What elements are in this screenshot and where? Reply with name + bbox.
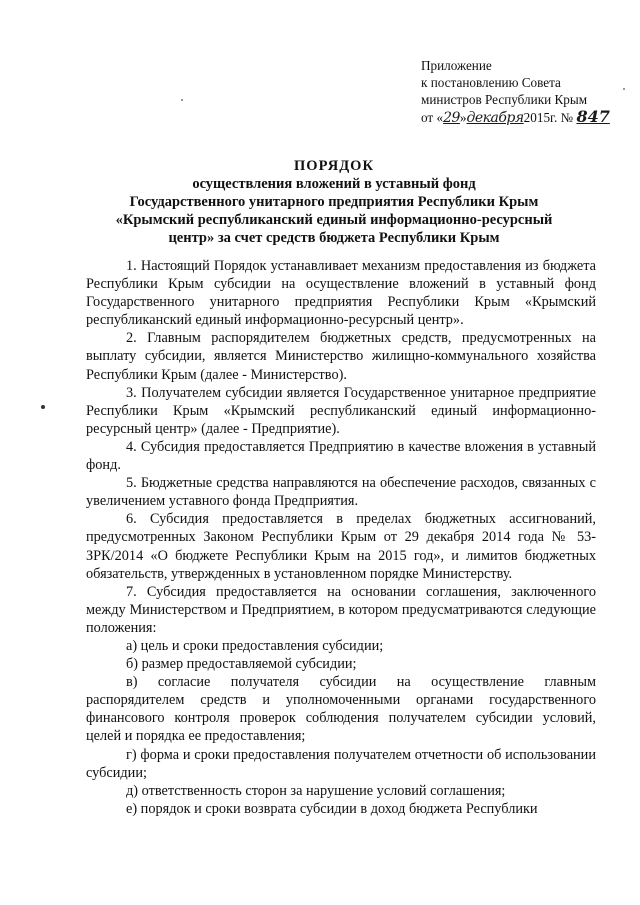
paragraph: 2. Главным распорядителем бюджетных средств, предусмотренных на выплату субсидии, является Министерство жилищно-коммунального хозяйства Республики Крым (далее - Министерство). [86,330,596,383]
paragraph: 4. Субсидия предоставляется Предприятию в качестве вложения в уставный фонд. [86,438,596,474]
paragraph: 5. Бюджетные средства направляются на обеспечение расходов, связанных с увеличением уставного фонда Предприятия. [86,475,596,510]
title-line-1: ПОРЯДОК [294,158,374,174]
date-separator: » [459,110,467,125]
list-item: г) форма и сроки предоставления получателем отчетности об использовании субсидии; [86,746,596,781]
list-item: е) порядок и сроки возврата субсидии в доход бюджета Республики [126,800,538,817]
appendix-line-3: министров Республики Крым [421,92,588,107]
document-body [86,257,596,818]
date-prefix: от « [421,110,444,125]
title-line-3: Государственного унитарного предприятия Республики Крым [129,194,539,210]
title-line-5: центр» за счет средств бюджета Республики Крым [168,230,500,246]
title-line-2: осуществления вложений в уставный фонд [192,176,476,192]
paragraph: 1. Настоящий Порядок устанавливает механизм предоставления из бюджета Республики Крым субсидии на осуществление вложений в уставный фонд Государственного унитарного предприятия Республики Крым «Крымский республиканский единый информационно-ресурсный центр». [86,258,596,329]
title-line-4: «Крымский республиканский единый информационно-ресурсный [115,212,553,228]
date-year: 2015г. № [523,110,574,125]
appendix-line-2: к постановлению Совета [421,75,561,90]
handwritten-number: 847 [576,107,610,126]
list-item: в) согласие получателя субсидии на осуществление главным распорядителем средств и уполномоченными органами государственного финансового контроля проверок соблюдения получателем субсидии условий, целей и порядка ее предоставления; [86,674,596,745]
paragraph: 3. Получателем субсидии является Государственное унитарное предприятие Республики Крым «Крымский республиканский единый информационно-ресурсный центр» (далее - Предприятие). [86,384,596,437]
scan-speck [623,88,625,90]
paragraph: 7. Субсидия предоставляется на основании соглашения, заключенного между Министерством и Предприятием, в котором предусматриваются следующие положения: [86,583,596,636]
margin-mark [41,405,45,409]
list-item: д) ответственность сторон за нарушение условий соглашения; [126,782,506,799]
scan-speck [181,99,183,101]
document-title [86,157,582,247]
handwritten-day: 29 [443,110,460,126]
list-item: б) размер предоставляемой субсидии; [126,656,357,673]
list-item: а) цель и сроки предоставления субсидии; [126,637,384,654]
appendix-block [421,57,621,127]
appendix-date-line [421,108,621,127]
paragraph: 6. Субсидия предоставляется в пределах бюджетных ассигнований, предусмотренных Законом Республики Крым от 29 декабря 2014 года № 53-ЗРК/2014 «О бюджете Республики Крым на 2015 год», и лимитов бюджетных обязательств, утвержденных в установленном порядке Министерству. [86,511,596,582]
handwritten-month: декабря [466,110,524,126]
appendix-line-1: Приложение [421,58,492,73]
